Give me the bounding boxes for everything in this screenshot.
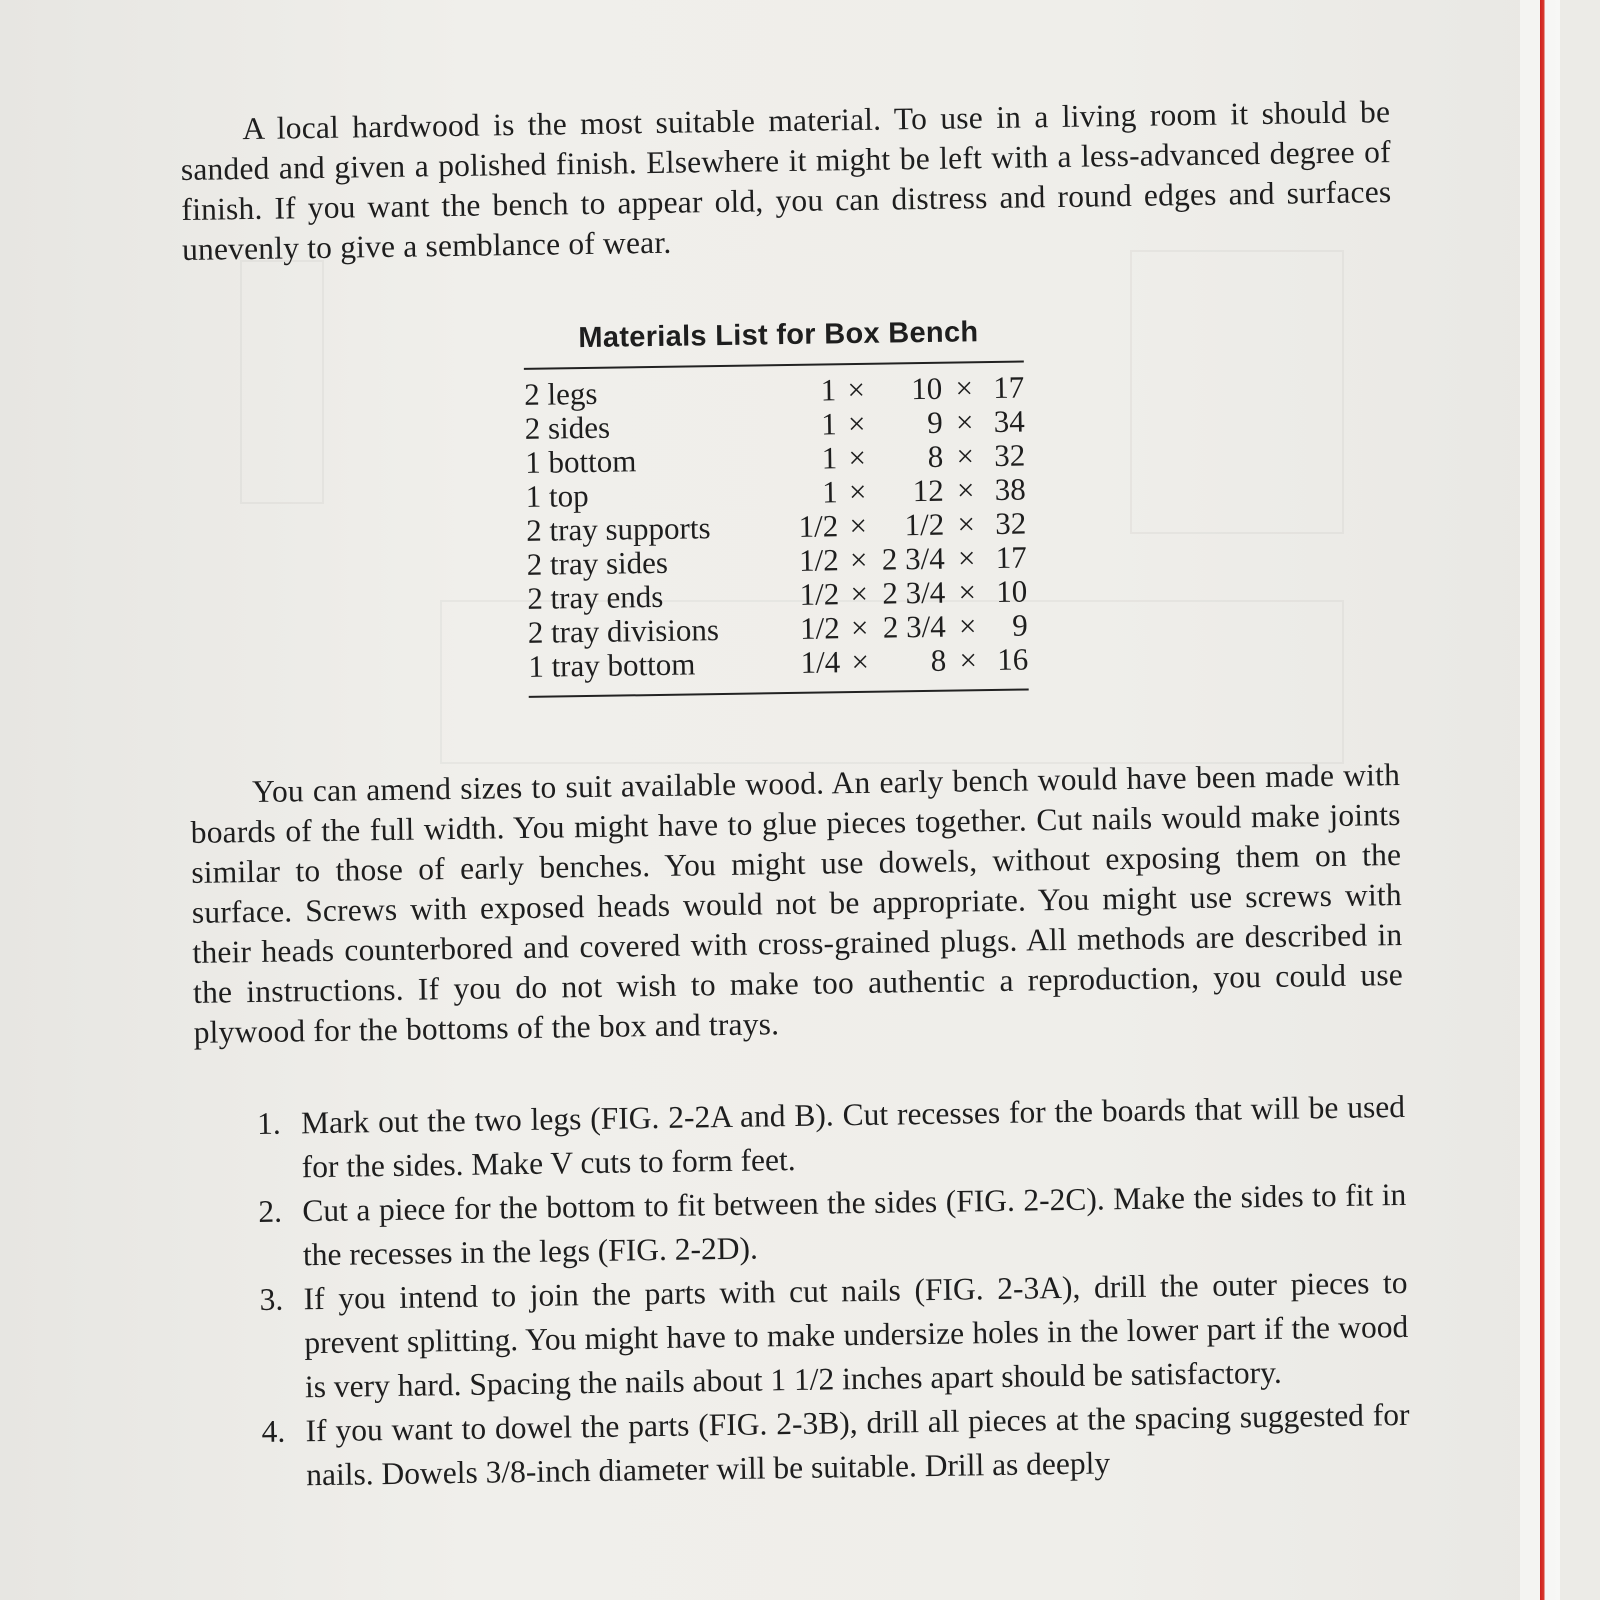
length: 38 — [994, 471, 1026, 507]
thickness: 1/2 — [799, 576, 840, 612]
page-text — [180, 92, 1410, 1499]
thickness: 1 — [821, 474, 838, 510]
times-sign: × — [959, 642, 978, 678]
times-sign: × — [849, 507, 868, 544]
width: 12 — [912, 472, 944, 509]
length: 16 — [996, 641, 1029, 677]
step-text: If you want to dowel the parts (FIG. 2-3B), drill all pieces at the spacing suggested for nails. Dowels 3/8-inch diameter will be suitable. Drill as deeply — [305, 1396, 1410, 1493]
width: 10 — [910, 370, 943, 407]
materials-list-title: Materials List for Box Bench — [578, 316, 979, 355]
item-name: 2 tray sides — [526, 544, 669, 582]
item-name: 2 legs — [523, 375, 598, 412]
red-cover-edge — [1520, 0, 1560, 1600]
length: 34 — [993, 403, 1025, 439]
width: 1/2 — [904, 506, 945, 543]
length: 17 — [992, 369, 1025, 405]
step-number: 3. — [259, 1281, 284, 1317]
thickness: 1/4 — [800, 644, 841, 680]
thickness: 1/2 — [799, 610, 841, 646]
times-sign: × — [847, 405, 866, 442]
materials-list — [523, 316, 1029, 698]
step-number: 4. — [261, 1413, 286, 1449]
list-item — [259, 1261, 1409, 1410]
width: 2 3/4 — [882, 574, 946, 611]
thickness: 1 — [820, 372, 837, 408]
thickness: 1/2 — [798, 508, 839, 544]
item-name: 1 bottom — [525, 443, 637, 480]
item-name: 2 sides — [524, 409, 611, 446]
width: 8 — [930, 642, 947, 678]
step-number: 1. — [256, 1105, 281, 1141]
thickness: 1 — [820, 406, 837, 442]
step-text: Mark out the two legs (FIG. 2-2A and B). Cut recesses for the boards that will be used for the sides. Make V cuts to form feet. — [300, 1088, 1406, 1185]
table-bottom-rule — [529, 688, 1029, 697]
times-sign: × — [957, 506, 976, 542]
times-sign: × — [850, 575, 869, 612]
times-sign: × — [955, 370, 974, 406]
width: 9 — [926, 404, 943, 440]
instruction-steps — [195, 1085, 1411, 1499]
item-name: 2 tray divisions — [527, 612, 720, 650]
table-row — [528, 642, 1028, 683]
item-name: 1 tray bottom — [528, 646, 696, 684]
times-sign: × — [848, 473, 867, 510]
table-top-rule — [524, 361, 1024, 370]
item-name: 2 tray supports — [526, 510, 711, 548]
list-item — [258, 1173, 1407, 1278]
times-sign: × — [848, 439, 867, 476]
length: 10 — [995, 573, 1028, 609]
list-item — [257, 1085, 1406, 1190]
width: 8 — [927, 438, 944, 474]
intro-paragraph: A local hardwood is the most suitable material. To use in a living room it should be sanded and given a polished finish. Elsewhere it might be left with a less-advanced degree of finish. If you want the bench to appear old, you can distress and round edges and surfaces unevenly to give a semblance of wear. — [180, 94, 1392, 267]
times-sign: × — [955, 404, 974, 440]
step-text: Cut a piece for the bottom to fit between the sides (FIG. 2-2C). Make the sides to fit in the recesses in the legs (FIG. 2-2D). — [302, 1176, 1407, 1273]
times-sign: × — [849, 541, 868, 578]
item-name: 1 top — [525, 477, 589, 514]
step-number: 2. — [258, 1193, 283, 1229]
times-sign: × — [956, 438, 975, 474]
second-paragraph: You can amend sizes to suit available wood. An early bench would have been made with boards of the full width. You might have to glue pieces together. Cut nails would make joints similar to those of early benches. You might use dowels, without exposing them on the surface. Screws with exposed heads would not be appropriate. You might use screws with their heads counterbored and covered with cross-grained plugs. All methods are described in the instructions. If you do not wish to make too authentic a reproduction, you could use plywood for the bottoms of the box and trays. — [190, 756, 1404, 1050]
length: 9 — [1011, 607, 1028, 643]
thickness: 1 — [821, 440, 838, 476]
length: 32 — [993, 437, 1026, 473]
list-item — [261, 1393, 1410, 1498]
times-sign: × — [957, 540, 976, 576]
materials-table — [524, 371, 1028, 684]
times-sign: × — [847, 371, 866, 408]
length: 32 — [994, 505, 1027, 541]
times-sign: × — [851, 643, 870, 680]
width: 2 3/4 — [881, 540, 945, 577]
thickness: 1/2 — [798, 542, 840, 578]
times-sign: × — [958, 574, 977, 610]
step-text: If you intend to join the parts with cut nails (FIG. 2-3A), drill the outer pieces to prevent splitting. You might have to make undersize holes in the lower part if the wood is very hard. Spacing the nails about 1 1/2 inches apart should be satisfactory. — [303, 1264, 1409, 1405]
times-sign: × — [850, 609, 869, 646]
length: 17 — [995, 539, 1027, 575]
item-name: 2 tray ends — [527, 578, 664, 616]
times-sign: × — [956, 472, 975, 508]
width: 2 3/4 — [882, 608, 947, 645]
times-sign: × — [958, 608, 977, 644]
